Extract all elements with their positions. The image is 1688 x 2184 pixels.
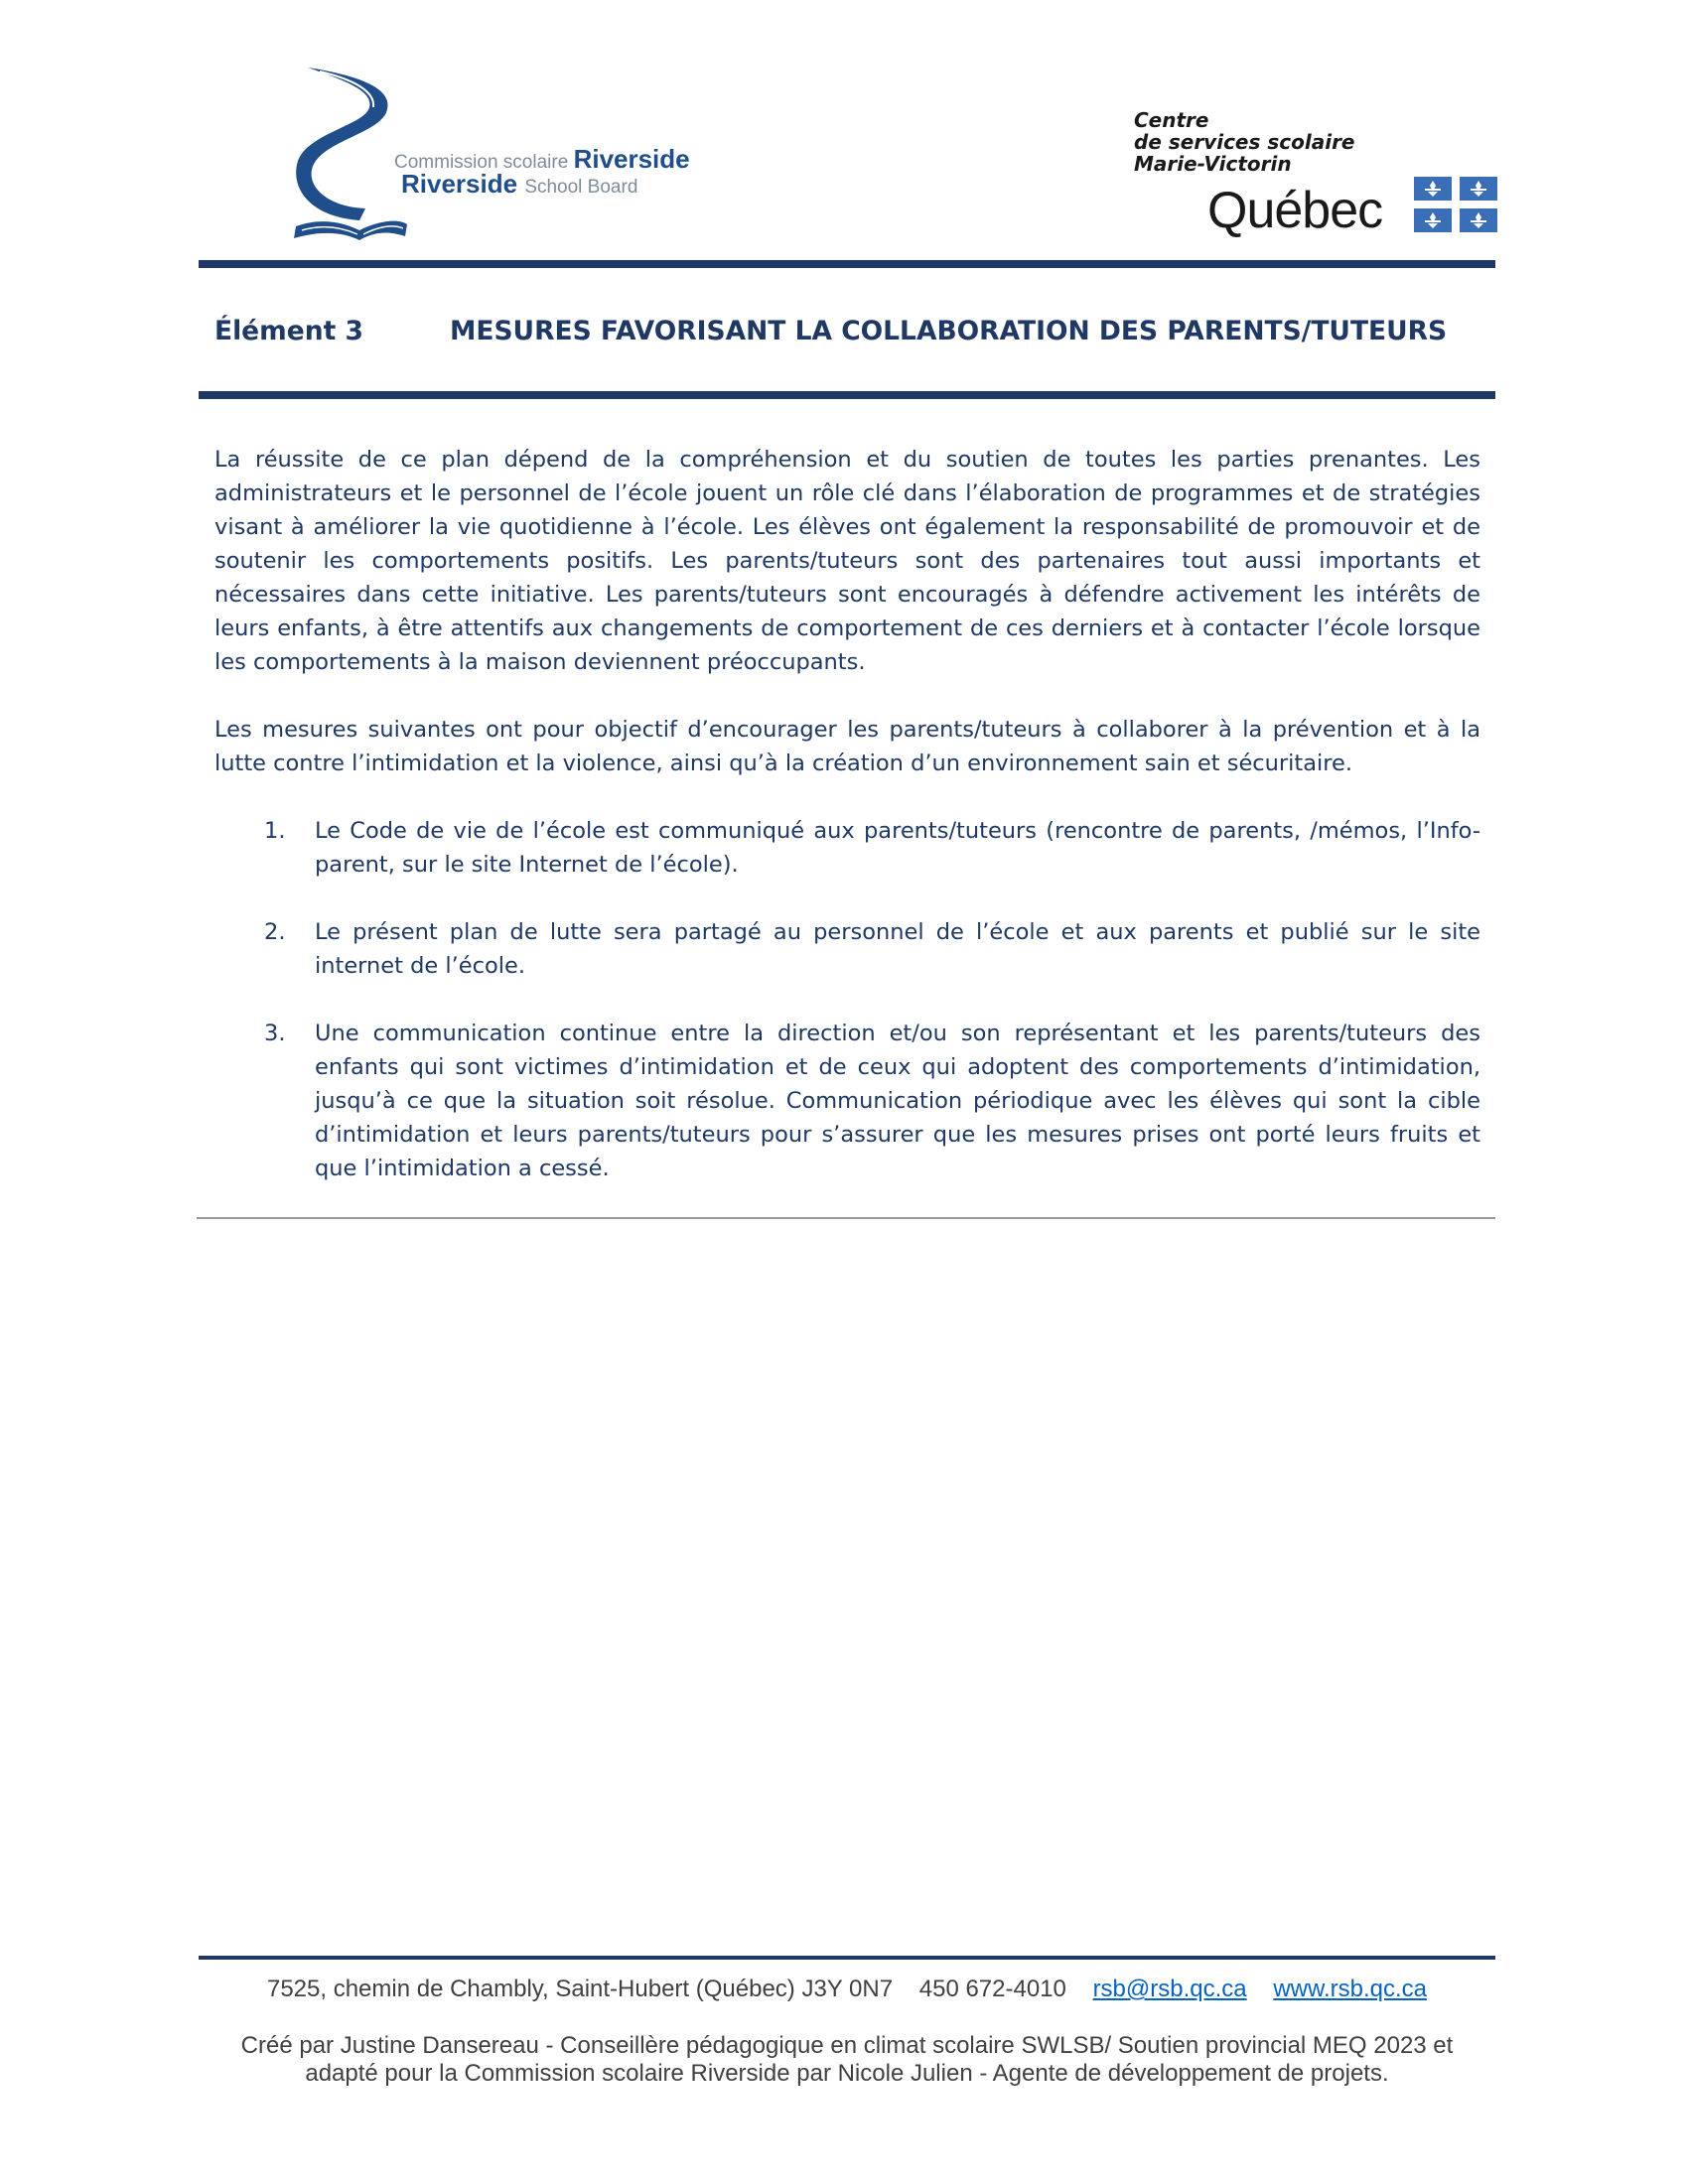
footer-address: 7525, chemin de Chambly, Saint-Hubert (Québec) J3Y 0N7 (266, 1976, 894, 2002)
list-text: Le Code de vie de l’école est communiqué aux parents/tuteurs (rencontre de parents, /mémos, l’Info-parent, sur le site Internet de l’école). (315, 818, 1480, 878)
heading-rule (199, 391, 1495, 399)
list-item (214, 915, 1480, 983)
list-number: 2. (264, 919, 286, 945)
footer-contact (199, 1976, 1495, 2003)
css-name-line1: Centre (1134, 108, 1209, 132)
quebec-wordmark: Québec (1207, 182, 1383, 239)
measures-list (214, 814, 1480, 1185)
footer-website-link[interactable]: www.rsb.qc.ca (1273, 1976, 1428, 2002)
footer-credit (199, 2032, 1495, 2088)
body-text (214, 443, 1480, 1219)
riverside-logo-line2: Riverside School Board (401, 169, 638, 199)
riverside-logo (288, 62, 690, 250)
footer-email-link[interactable]: rsb@rsb.qc.ca (1092, 1976, 1247, 2002)
list-number: 3. (264, 1021, 286, 1046)
list-item (214, 1017, 1480, 1185)
css-name-line2: de services scolaire (1134, 130, 1355, 154)
css-name-line3: Marie-Victorin (1134, 152, 1292, 176)
css-marie-victorin-logo (1134, 109, 1511, 248)
quebec-flag-icon (1414, 177, 1497, 232)
list-text: Une communication continue entre la direction et/ou son représentant et les parents/tuteurs des enfants qui sont victimes d’intimidation et de ceux qui adoptent des comportements d’intimidation, jusqu’à ce que la situation soit résolue. Communication périodique avec les élèves qui sont la cible d’intimidation et leurs parents/tuteurs pour s’assurer que les mesures prises ont porté leurs fruits et que l’intimidation a cessé. (315, 1021, 1480, 1181)
credit-line-1: Créé par Justine Dansereau - Conseillère pédagogique en climat scolaire SWLSB/ Soutien provincial MEQ 2023 et (240, 2032, 1454, 2059)
footer-rule (199, 1956, 1495, 1960)
section-number: Élément 3 (214, 316, 363, 346)
list-text: Le présent plan de lutte sera partagé au personnel de l’école et aux parents et publié sur le site internet de l’école. (315, 919, 1480, 979)
content-end-rule (197, 1217, 1495, 1219)
paragraph: La réussite de ce plan dépend de la compréhension et du soutien de toutes les parties prenantes. Les administrateurs et le personnel de l’école jouent un rôle clé dans l’élaboration de programmes et de stratégies visant à améliorer la vie quotidienne à l’école. Les élèves ont également la responsabilité de promouvoir et de soutenir les comportements positifs. Les parents/tuteurs sont des partenaires tout aussi importants et nécessaires dans cette initiative. Les parents/tuteurs sont encouragés à défendre activement les intérêts de leurs enfants, à être attentifs aux changements de comportement de ces derniers et à contacter l’école lorsque les comportements à la maison deviennent préoccupants. (214, 447, 1480, 675)
list-item (214, 814, 1480, 882)
paragraph: Les mesures suivantes ont pour objectif d’encourager les parents/tuteurs à collaborer à la prévention et à la lutte contre l’intimidation et la violence, ainsi qu’à la création d’un environnement sain et sécuritaire. (214, 717, 1480, 776)
credit-line-2: adapté pour la Commission scolaire Riverside par Nicole Julien - Agente de développement de projets. (305, 2060, 1389, 2087)
section-title: MESURES FAVORISANT LA COLLABORATION DES PARENTS/TUTEURS (450, 316, 1448, 346)
riverside-logo-line1: Commission scolaire Riverside (394, 144, 690, 174)
footer-phone: 450 672-4010 (918, 1976, 1066, 2002)
header-rule (199, 260, 1495, 268)
list-number: 1. (264, 818, 286, 844)
riverside-river-book-icon (288, 62, 407, 250)
